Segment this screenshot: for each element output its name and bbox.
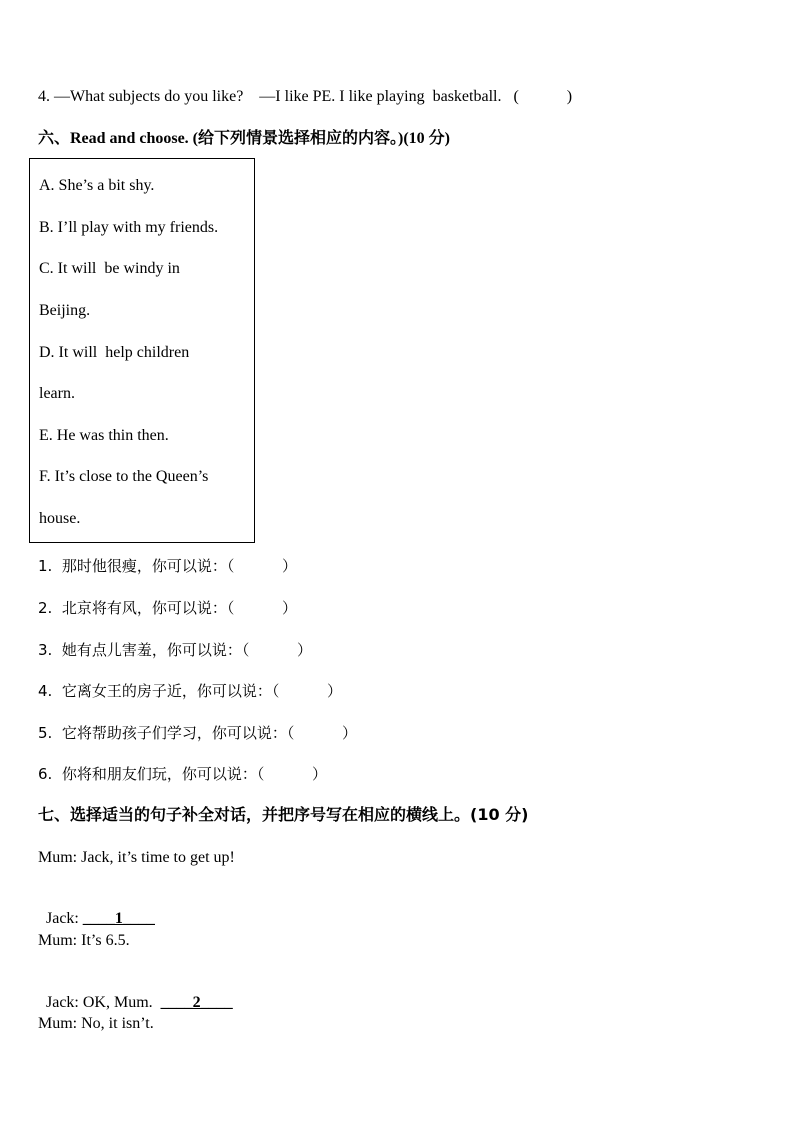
- dialog-line-1: Mum: Jack, it’s time to get up!: [38, 849, 235, 866]
- dialog-line-2: [38, 889, 155, 929]
- question-6-1: 1. 那时他很瘦，你可以说：（ ）: [38, 557, 298, 575]
- answer-blank-1[interactable]: ____1____: [82, 910, 155, 927]
- option-b: B. I’ll play with my friends.: [39, 219, 219, 236]
- option-a: A. She’s a bit shy.: [39, 177, 155, 194]
- option-e: E. He was thin then.: [39, 427, 169, 444]
- question-6-2: 2. 北京将有风，你可以说：（ ）: [38, 599, 298, 617]
- question-4: 4. —What subjects do you like? —I like PE. I like playing basketball. ( ): [38, 88, 573, 105]
- option-f: F. It’s close to the Queen’s: [39, 468, 209, 485]
- option-f-continued: house.: [39, 510, 81, 527]
- answer-blank-2[interactable]: ____2____: [160, 994, 233, 1011]
- dialog-line-3: Mum: It’s 6.5.: [38, 932, 130, 949]
- question-6-4: 4. 它离女王的房子近，你可以说：（ ）: [38, 682, 343, 700]
- question-6-6: 6. 你将和朋友们玩，你可以说：（ ）: [38, 765, 328, 783]
- option-d-continued: learn.: [39, 385, 75, 402]
- dialog-line-4: [38, 973, 233, 1013]
- dialog-speaker-jack-2: Jack: OK, Mum.: [46, 994, 161, 1011]
- option-d: D. It will help children: [39, 344, 190, 361]
- option-c: C. It will be windy in: [39, 260, 180, 277]
- options-box: [29, 158, 255, 543]
- question-6-5: 5. 它将帮助孩子们学习，你可以说：（ ）: [38, 724, 358, 742]
- section-7-title: 七、选择适当的句子补全对话，并把序号写在相应的横线上。(10 分): [38, 805, 529, 824]
- dialog-speaker-jack: Jack:: [46, 910, 83, 927]
- question-6-3: 3. 她有点儿害羞，你可以说：（ ）: [38, 641, 313, 659]
- section-6-title: 六、Read and choose. (给下列情景选择相应的内容。)(10 分): [38, 130, 450, 147]
- option-c-continued: Beijing.: [39, 302, 91, 319]
- dialog-line-5: Mum: No, it isn’t.: [38, 1015, 154, 1032]
